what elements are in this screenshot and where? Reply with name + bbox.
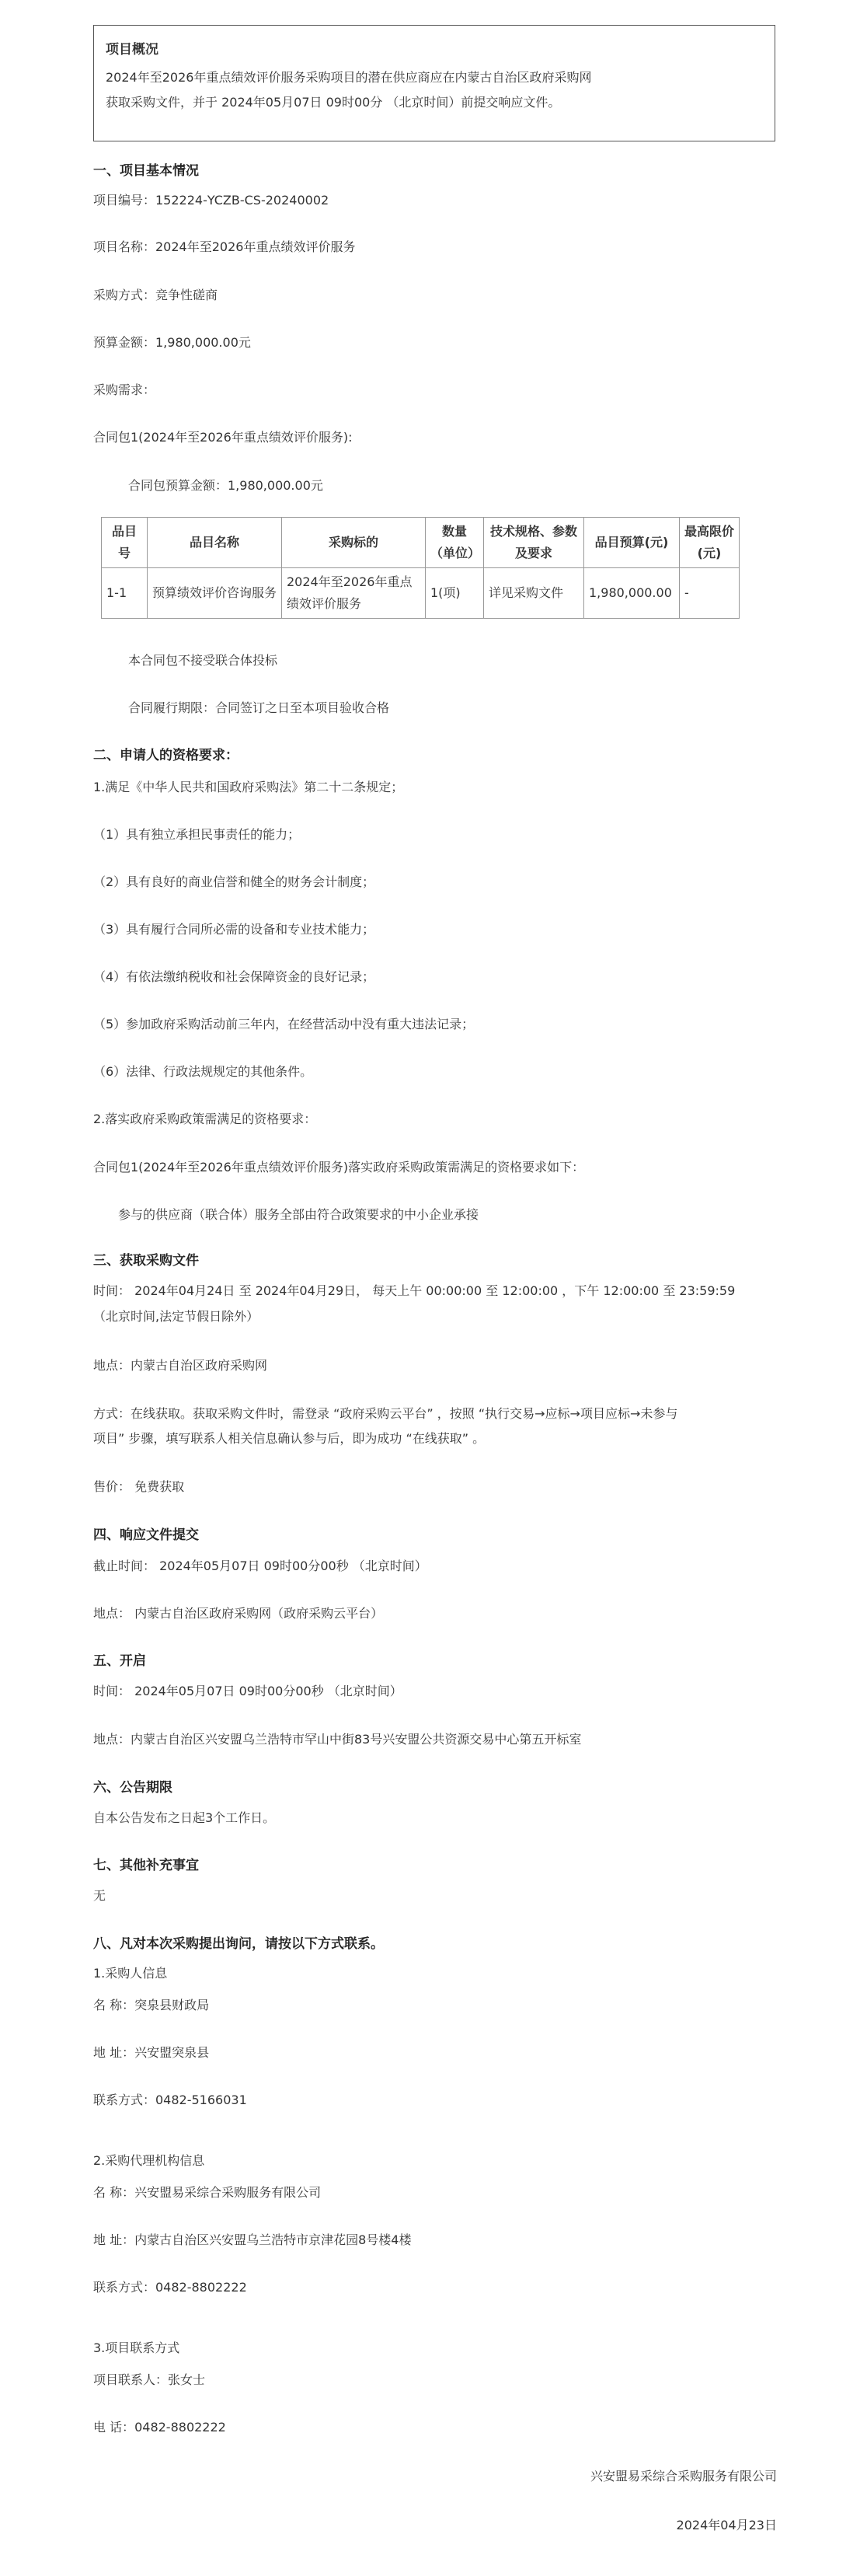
overview-title: 项目概况 bbox=[106, 42, 158, 58]
header-budget: 品目预算(元) bbox=[584, 518, 680, 568]
agent-info-title: 2.采购代理机构信息 bbox=[93, 2153, 205, 2168]
header-quantity: 数量（单位） bbox=[426, 518, 484, 568]
obtain-way: 方式：在线获取。获取采购文件时，需登录 “政府采购云平台” ，按照 “执行交易→应标→项目应标→未参与 bbox=[93, 1406, 678, 1421]
obtain-time: 时间： 2024年04月24日 至 2024年04月29日， 每天上午 00:00:00 至 12:00:00 ，下午 12:00:00 至 23:59:59 bbox=[93, 1283, 736, 1298]
table-header-row bbox=[102, 518, 740, 568]
cell-spec: 详见采购文件 bbox=[484, 568, 584, 619]
header-max-price: 最高限价(元) bbox=[680, 518, 740, 568]
footer-organization: 兴安盟易采综合采购服务有限公司 bbox=[590, 2469, 777, 2484]
cell-subject: 2024年至2026年重点绩效评价服务 bbox=[282, 568, 426, 619]
budget-amount: 预算金额：1,980,000.00元 bbox=[93, 335, 251, 350]
procurement-method: 采购方式：竞争性磋商 bbox=[93, 288, 218, 302]
header-subject: 采购标的 bbox=[282, 518, 426, 568]
header-item-name: 品目名称 bbox=[148, 518, 282, 568]
obtain-way-cont: 项目” 步骤，填写联系人相关信息确认参与后，即为成功 “在线获取” 。 bbox=[93, 1431, 486, 1446]
contract-term: 合同履行期限：合同签订之日至本项目验收合格 bbox=[128, 700, 390, 715]
section-5-heading: 五、开启 bbox=[93, 1653, 146, 1669]
footer-date: 2024年04月23日 bbox=[676, 2518, 777, 2532]
opening-time: 时间： 2024年05月07日 09时00分00秒 （北京时间） bbox=[93, 1684, 402, 1698]
cell-max-price: - bbox=[680, 568, 740, 619]
agent-address: 地 址：内蒙古自治区兴安盟乌兰浩特市京津花园8号楼4楼 bbox=[93, 2232, 412, 2247]
other-matters: 无 bbox=[93, 1888, 106, 1903]
agent-name: 名 称：兴安盟易采综合采购服务有限公司 bbox=[93, 2185, 322, 2200]
procurement-demand: 采购需求： bbox=[93, 382, 156, 397]
qualification-item: （5）参加政府采购活动前三年内，在经营活动中没有重大违法记录； bbox=[93, 1017, 475, 1031]
qualification-p3: 合同包1(2024年至2026年重点绩效评价服务)落实政府采购政策需满足的资格要求如下： bbox=[93, 1160, 585, 1175]
contact-phone: 电 话：0482-8802222 bbox=[93, 2420, 226, 2435]
buyer-info-title: 1.采购人信息 bbox=[93, 1966, 168, 1981]
package-budget: 合同包预算金额：1,980,000.00元 bbox=[128, 478, 323, 493]
obtain-price: 售价： 免费获取 bbox=[93, 1479, 185, 1494]
cell-item-name: 预算绩效评价咨询服务 bbox=[148, 568, 282, 619]
opening-place: 地点：内蒙古自治区兴安盟乌兰浩特市罕山中街83号兴安盟公共资源交易中心第五开标室 bbox=[93, 1732, 582, 1747]
agent-phone: 联系方式：0482-8802222 bbox=[93, 2280, 247, 2295]
section-3-heading: 三、获取采购文件 bbox=[93, 1253, 199, 1269]
qualification-p1: 1.满足《中华人民共和国政府采购法》第二十二条规定； bbox=[93, 780, 404, 794]
qualification-p2: 2.落实政府采购政策需满足的资格要求： bbox=[93, 1112, 317, 1126]
buyer-phone: 联系方式：0482-5166031 bbox=[93, 2093, 247, 2107]
section-2-heading: 二、申请人的资格要求： bbox=[93, 748, 239, 763]
overview-line-2: 获取采购文件，并于 2024年05月07日 09时00分 （北京时间）前提交响应文件。 bbox=[106, 95, 561, 110]
qualification-p4: 参与的供应商（联合体）服务全部由符合政策要求的中小企业承接 bbox=[118, 1207, 479, 1222]
cell-item-no: 1-1 bbox=[102, 568, 148, 619]
overview-box bbox=[93, 25, 775, 141]
qualification-item: （6）法律、行政法规规定的其他条件。 bbox=[93, 1064, 313, 1079]
cell-budget: 1,980,000.00 bbox=[584, 568, 680, 619]
section-6-heading: 六、公告期限 bbox=[93, 1780, 172, 1796]
submission-deadline: 截止时间： 2024年05月07日 09时00分00秒 （北京时间） bbox=[93, 1559, 427, 1573]
buyer-address: 地 址：兴安盟突泉县 bbox=[93, 2045, 210, 2060]
no-consortium-note: 本合同包不接受联合体投标 bbox=[128, 653, 278, 668]
header-spec: 技术规格、参数及要求 bbox=[484, 518, 584, 568]
submission-place: 地点： 内蒙古自治区政府采购网（政府采购云平台） bbox=[93, 1606, 384, 1621]
buyer-name: 名 称：突泉县财政局 bbox=[93, 1998, 210, 2012]
obtain-place: 地点：内蒙古自治区政府采购网 bbox=[93, 1358, 268, 1373]
section-1-heading: 一、项目基本情况 bbox=[93, 163, 199, 179]
project-number: 项目编号：152224-YCZB-CS-20240002 bbox=[93, 193, 329, 208]
section-4-heading: 四、响应文件提交 bbox=[93, 1527, 199, 1543]
cell-quantity: 1(项) bbox=[426, 568, 484, 619]
contract-package: 合同包1(2024年至2026年重点绩效评价服务): bbox=[93, 430, 353, 445]
overview-line-1: 2024年至2026年重点绩效评价服务采购项目的潜在供应商应在内蒙古自治区政府采购网 bbox=[106, 70, 592, 85]
contact-person: 项目联系人：张女士 bbox=[93, 2372, 206, 2387]
section-8-heading: 八、凡对本次采购提出询问，请按以下方式联系。 bbox=[93, 1936, 384, 1952]
contact-info-title: 3.项目联系方式 bbox=[93, 2340, 180, 2355]
project-name: 项目名称：2024年至2026年重点绩效评价服务 bbox=[93, 239, 356, 254]
items-table bbox=[101, 517, 740, 619]
qualification-item: （3）具有履行合同所必需的设备和专业技术能力； bbox=[93, 922, 375, 937]
qualification-item: （2）具有良好的商业信誉和健全的财务会计制度； bbox=[93, 874, 375, 889]
header-item-no: 品目号 bbox=[102, 518, 148, 568]
section-7-heading: 七、其他补充事宜 bbox=[93, 1858, 199, 1873]
qualification-item: （1）具有独立承担民事责任的能力； bbox=[93, 827, 301, 842]
qualification-item: （4）有依法缴纳税收和社会保障资金的良好记录； bbox=[93, 969, 375, 984]
table-row bbox=[102, 568, 740, 619]
notice-period: 自本公告发布之日起3个工作日。 bbox=[93, 1810, 276, 1825]
obtain-time-note: （北京时间,法定节假日除外） bbox=[93, 1309, 259, 1324]
